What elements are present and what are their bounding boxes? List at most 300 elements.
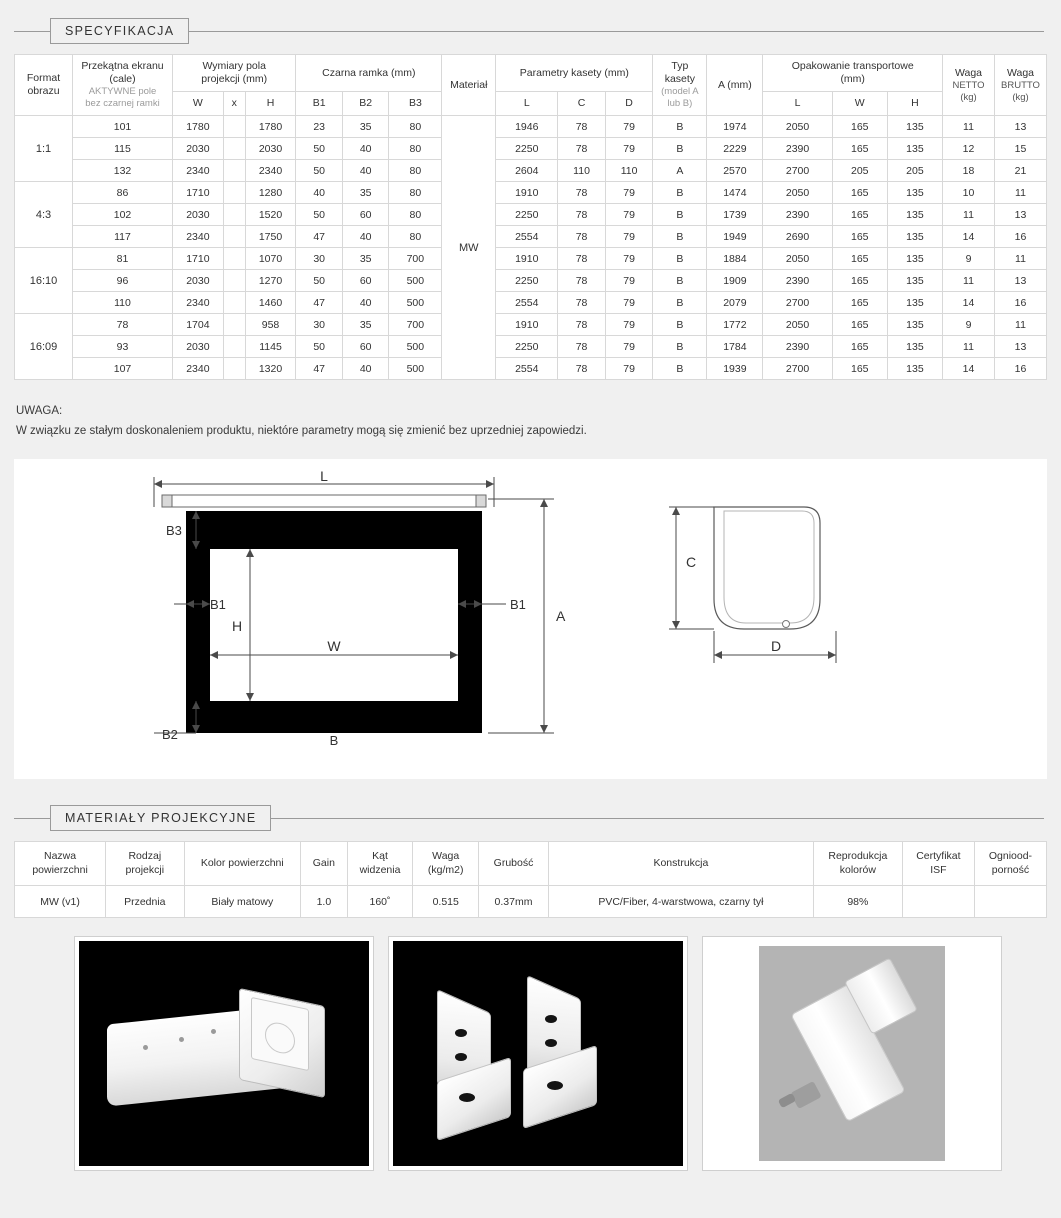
cell-pack-l: 2050	[763, 314, 832, 336]
table-row	[15, 248, 1047, 270]
cassette-outline	[714, 507, 820, 629]
cell-x	[223, 270, 245, 292]
cell-weight-gross: 15	[995, 138, 1047, 160]
cell-format: 16:09	[15, 314, 73, 380]
cell-b1: 50	[296, 138, 343, 160]
th-dims-x: x	[223, 92, 245, 116]
cell-pack-h: 205	[887, 160, 942, 182]
cell-b2: 35	[342, 314, 389, 336]
cell-pack-l: 2690	[763, 226, 832, 248]
materials-th-5: Waga (kg/m2)	[413, 842, 479, 886]
cell-x	[223, 160, 245, 182]
cell-b1: 50	[296, 204, 343, 226]
cell-pack-w: 165	[832, 358, 887, 380]
cell-x	[223, 226, 245, 248]
cell-x	[223, 336, 245, 358]
cell-x	[223, 314, 245, 336]
cell-x	[223, 138, 245, 160]
cell-pack-h: 135	[887, 248, 942, 270]
cell-b1: 47	[296, 226, 343, 248]
spec-table-panel	[14, 54, 1047, 380]
materials-cell-4: 160˚	[347, 886, 413, 918]
materials-th-0: Nazwa powierzchni	[15, 842, 106, 886]
cell-x	[223, 204, 245, 226]
cell-b1: 40	[296, 182, 343, 204]
cell-diagonal: 101	[73, 116, 173, 138]
cell-case-c: 78	[558, 138, 606, 160]
cell-b1: 47	[296, 358, 343, 380]
table-row	[15, 336, 1047, 358]
cell-a: 2570	[707, 160, 763, 182]
table-row	[15, 292, 1047, 314]
materials-cell-1: Przednia	[106, 886, 184, 918]
table-row	[15, 270, 1047, 292]
th-case-type: Typ kasety (model A lub B)	[653, 55, 707, 116]
photo-casing	[74, 936, 374, 1171]
cell-case-l: 1910	[496, 248, 558, 270]
cell-width: 2340	[173, 358, 224, 380]
cell-diagonal: 132	[73, 160, 173, 182]
cell-case-d: 79	[605, 270, 653, 292]
photo-brackets-image	[393, 941, 683, 1166]
cell-x	[223, 292, 245, 314]
heading-rule-left	[14, 31, 50, 32]
th-material: Materiał	[442, 55, 496, 116]
diagram-panel	[14, 459, 1047, 779]
th-pack-l: L	[763, 92, 832, 116]
cell-pack-w: 165	[832, 116, 887, 138]
cell-b3: 500	[389, 358, 442, 380]
cell-b3: 500	[389, 270, 442, 292]
cell-case-type: B	[653, 116, 707, 138]
cell-pack-w: 165	[832, 314, 887, 336]
cell-pack-h: 135	[887, 270, 942, 292]
cell-case-type: B	[653, 314, 707, 336]
materials-cell-2: Biały matowy	[184, 886, 301, 918]
cell-case-l: 2554	[496, 358, 558, 380]
cell-pack-w: 165	[832, 336, 887, 358]
materials-heading-rule-left	[14, 818, 50, 819]
cell-a: 1939	[707, 358, 763, 380]
table-row	[15, 182, 1047, 204]
cell-b1: 30	[296, 314, 343, 336]
cell-pack-h: 135	[887, 358, 942, 380]
materials-heading-rule-right	[271, 818, 1044, 819]
cell-case-d: 110	[605, 160, 653, 182]
cell-pack-h: 135	[887, 204, 942, 226]
th-pack-w: W	[832, 92, 887, 116]
cell-height: 2340	[245, 160, 296, 182]
spec-table-head	[15, 55, 1047, 116]
cell-case-l: 1946	[496, 116, 558, 138]
cell-case-c: 78	[558, 292, 606, 314]
spec-section-label: SPECYFIKACJA	[50, 18, 189, 44]
cell-weight-gross: 11	[995, 248, 1047, 270]
cell-x	[223, 358, 245, 380]
cell-pack-w: 165	[832, 248, 887, 270]
cell-case-type: B	[653, 204, 707, 226]
cell-pack-l: 2390	[763, 204, 832, 226]
materials-th-3: Gain	[301, 842, 348, 886]
cell-height: 1520	[245, 204, 296, 226]
materials-cell-5: 0.515	[413, 886, 479, 918]
th-dims-w: W	[173, 92, 224, 116]
spec-table	[14, 54, 1047, 380]
cell-b1: 30	[296, 248, 343, 270]
cell-pack-h: 135	[887, 138, 942, 160]
cell-pack-h: 135	[887, 116, 942, 138]
cell-b1: 47	[296, 292, 343, 314]
label-C: C	[686, 554, 697, 571]
cell-case-l: 2250	[496, 336, 558, 358]
cell-case-c: 78	[558, 204, 606, 226]
cell-b2: 35	[342, 182, 389, 204]
materials-section-heading	[14, 805, 1044, 831]
cell-b3: 80	[389, 116, 442, 138]
cell-case-c: 78	[558, 270, 606, 292]
cassette-roller-dot	[783, 621, 790, 628]
cell-height: 1750	[245, 226, 296, 248]
cell-width: 2030	[173, 336, 224, 358]
cell-diagonal: 110	[73, 292, 173, 314]
cell-case-l: 2554	[496, 292, 558, 314]
roller-pin-shape	[778, 1093, 796, 1108]
cell-width: 1704	[173, 314, 224, 336]
cell-pack-w: 205	[832, 160, 887, 182]
cell-case-c: 78	[558, 358, 606, 380]
cell-case-type: B	[653, 182, 707, 204]
cell-b3: 80	[389, 226, 442, 248]
cell-diagonal: 102	[73, 204, 173, 226]
technical-drawing	[14, 459, 1047, 779]
cell-case-type: B	[653, 138, 707, 160]
cell-b3: 700	[389, 248, 442, 270]
cell-case-l: 1910	[496, 182, 558, 204]
table-row	[15, 886, 1047, 918]
cell-case-type: B	[653, 226, 707, 248]
cell-a: 2229	[707, 138, 763, 160]
cell-b2: 40	[342, 358, 389, 380]
label-D: D	[770, 638, 782, 655]
cell-pack-l: 2390	[763, 336, 832, 358]
cell-case-c: 78	[558, 182, 606, 204]
cell-a: 1739	[707, 204, 763, 226]
cell-weight-net: 14	[943, 292, 995, 314]
cell-pack-h: 135	[887, 336, 942, 358]
cell-b1: 50	[296, 336, 343, 358]
cell-weight-net: 10	[943, 182, 995, 204]
photo-roller-image	[707, 941, 997, 1166]
cell-weight-net: 11	[943, 116, 995, 138]
materials-cell-10	[974, 886, 1046, 918]
cell-pack-l: 2700	[763, 292, 832, 314]
materials-cell-8: 98%	[813, 886, 902, 918]
photo-brackets	[388, 936, 688, 1171]
table-row	[15, 116, 1047, 138]
cell-b2: 40	[342, 226, 389, 248]
cell-b2: 40	[342, 160, 389, 182]
cell-weight-gross: 13	[995, 204, 1047, 226]
cell-height: 1270	[245, 270, 296, 292]
cell-weight-net: 9	[943, 314, 995, 336]
table-row	[15, 160, 1047, 182]
spec-section-heading	[14, 18, 1044, 44]
materials-cell-6: 0.37mm	[479, 886, 549, 918]
cell-pack-l: 2700	[763, 160, 832, 182]
cell-a: 1884	[707, 248, 763, 270]
note-title: UWAGA:	[16, 405, 63, 418]
cell-weight-gross: 13	[995, 270, 1047, 292]
cell-b1: 50	[296, 160, 343, 182]
label-H: H	[231, 618, 243, 635]
cell-b1: 23	[296, 116, 343, 138]
cell-height: 958	[245, 314, 296, 336]
cell-b2: 35	[342, 248, 389, 270]
cell-case-c: 78	[558, 314, 606, 336]
th-frame-b3: B3	[389, 92, 442, 116]
cell-case-d: 79	[605, 116, 653, 138]
cell-height: 1280	[245, 182, 296, 204]
th-a-mm: A (mm)	[707, 55, 763, 116]
cell-diagonal: 81	[73, 248, 173, 270]
th-case-params: Parametry kasety (mm)	[496, 55, 653, 92]
cell-pack-h: 135	[887, 226, 942, 248]
cell-case-c: 78	[558, 336, 606, 358]
materials-th-4: Kąt widzenia	[347, 842, 413, 886]
table-row	[15, 314, 1047, 336]
cell-case-d: 79	[605, 336, 653, 358]
cell-width: 2340	[173, 160, 224, 182]
cell-diagonal: 93	[73, 336, 173, 358]
cell-case-d: 79	[605, 204, 653, 226]
cell-weight-gross: 13	[995, 116, 1047, 138]
label-B3: B3	[166, 523, 182, 539]
cell-case-type: B	[653, 270, 707, 292]
cell-x	[223, 182, 245, 204]
cell-diagonal: 86	[73, 182, 173, 204]
cell-pack-l: 2390	[763, 270, 832, 292]
cell-case-l: 2250	[496, 270, 558, 292]
screen-active-area	[210, 549, 458, 701]
cell-weight-gross: 16	[995, 226, 1047, 248]
cell-case-d: 79	[605, 358, 653, 380]
th-case-l: L	[496, 92, 558, 116]
cell-width: 1780	[173, 116, 224, 138]
th-case-d: D	[605, 92, 653, 116]
cell-weight-net: 11	[943, 270, 995, 292]
cell-b3: 500	[389, 292, 442, 314]
cell-a: 2079	[707, 292, 763, 314]
cell-format: 16:10	[15, 248, 73, 314]
cell-height: 1145	[245, 336, 296, 358]
spec-header-row-1	[15, 55, 1047, 92]
roller-backdrop	[759, 946, 945, 1161]
cell-case-d: 79	[605, 226, 653, 248]
cell-width: 2030	[173, 138, 224, 160]
cell-pack-w: 165	[832, 292, 887, 314]
cell-diagonal: 115	[73, 138, 173, 160]
cell-b2: 40	[342, 138, 389, 160]
cell-pack-l: 2050	[763, 116, 832, 138]
cell-x	[223, 248, 245, 270]
th-weight-gross: Waga BRUTTO (kg)	[995, 55, 1047, 116]
note-text: W związku ze stałym doskonaleniem produktu, niektóre parametry mogą się zmienić bez uprzedniej zapowiedzi.	[16, 424, 587, 437]
cell-b1: 50	[296, 270, 343, 292]
th-weight-net: Waga NETTO (kg)	[943, 55, 995, 116]
cell-a: 1909	[707, 270, 763, 292]
label-B1-left: B1	[210, 597, 226, 613]
cell-case-d: 79	[605, 292, 653, 314]
photo-casing-image	[79, 941, 369, 1166]
cell-a: 1949	[707, 226, 763, 248]
cell-case-type: B	[653, 292, 707, 314]
cell-case-c: 110	[558, 160, 606, 182]
product-photo-row	[74, 936, 1061, 1171]
cell-weight-gross: 16	[995, 292, 1047, 314]
cell-pack-w: 165	[832, 226, 887, 248]
th-black-frame: Czarna ramka (mm)	[296, 55, 442, 92]
cell-case-l: 2250	[496, 138, 558, 160]
cell-case-type: B	[653, 358, 707, 380]
th-format: Format obrazu	[15, 55, 73, 116]
label-B2: B2	[162, 727, 178, 743]
materials-header-row	[15, 842, 1047, 886]
cell-weight-gross: 21	[995, 160, 1047, 182]
cell-pack-h: 135	[887, 292, 942, 314]
cell-b3: 700	[389, 314, 442, 336]
cell-case-type: A	[653, 160, 707, 182]
cell-pack-w: 165	[832, 270, 887, 292]
materials-th-2: Kolor powierzchni	[184, 842, 301, 886]
th-pack-h: H	[887, 92, 942, 116]
th-diagonal: Przekątna ekranu (cale) AKTYWNE pole bez czarnej ramki	[73, 55, 173, 116]
cell-case-c: 78	[558, 248, 606, 270]
cell-weight-gross: 11	[995, 182, 1047, 204]
cell-height: 1460	[245, 292, 296, 314]
cell-height: 1320	[245, 358, 296, 380]
cell-case-d: 79	[605, 138, 653, 160]
cell-width: 1710	[173, 248, 224, 270]
cell-case-d: 79	[605, 248, 653, 270]
spec-table-body	[15, 116, 1047, 380]
cell-b3: 80	[389, 138, 442, 160]
cell-b2: 60	[342, 270, 389, 292]
cell-b2: 40	[342, 292, 389, 314]
cell-width: 2030	[173, 204, 224, 226]
materials-table	[14, 841, 1047, 918]
materials-table-body	[15, 886, 1047, 918]
cell-width: 2340	[173, 226, 224, 248]
cell-weight-net: 11	[943, 336, 995, 358]
cell-case-d: 79	[605, 182, 653, 204]
label-B-bottom: B	[329, 733, 339, 749]
cell-pack-l: 2390	[763, 138, 832, 160]
cell-diagonal: 78	[73, 314, 173, 336]
cell-pack-w: 165	[832, 204, 887, 226]
cell-b2: 35	[342, 116, 389, 138]
cell-case-type: B	[653, 248, 707, 270]
materials-th-1: Rodzaj projekcji	[106, 842, 184, 886]
cell-b3: 500	[389, 336, 442, 358]
cell-case-l: 1910	[496, 314, 558, 336]
cell-pack-w: 165	[832, 138, 887, 160]
cell-weight-net: 14	[943, 358, 995, 380]
cell-a: 1474	[707, 182, 763, 204]
cell-case-l: 2604	[496, 160, 558, 182]
cell-a: 1974	[707, 116, 763, 138]
cell-material: MW	[442, 116, 496, 380]
materials-th-8: Reprodukcja kolorów	[813, 842, 902, 886]
cell-case-d: 79	[605, 314, 653, 336]
materials-cell-9	[902, 886, 974, 918]
cell-weight-net: 18	[943, 160, 995, 182]
cell-diagonal: 96	[73, 270, 173, 292]
cell-weight-gross: 11	[995, 314, 1047, 336]
cell-case-type: B	[653, 336, 707, 358]
cell-diagonal: 107	[73, 358, 173, 380]
cell-x	[223, 116, 245, 138]
th-case-c: C	[558, 92, 606, 116]
materials-section-label: MATERIAŁY PROJEKCYJNE	[50, 805, 271, 831]
cell-pack-h: 135	[887, 182, 942, 204]
label-B1-right: B1	[510, 597, 526, 613]
case-bar	[162, 495, 486, 507]
th-packaging: Opakowanie transportowe (mm)	[763, 55, 943, 92]
photo-roller	[702, 936, 1002, 1171]
cell-b2: 60	[342, 336, 389, 358]
table-row	[15, 358, 1047, 380]
cell-width: 2340	[173, 292, 224, 314]
cell-width: 2030	[173, 270, 224, 292]
cell-pack-h: 135	[887, 314, 942, 336]
materials-table-head	[15, 842, 1047, 886]
label-W: W	[327, 638, 341, 655]
note-block	[16, 402, 1061, 441]
cell-b3: 80	[389, 204, 442, 226]
cell-format: 1:1	[15, 116, 73, 182]
heading-rule-right	[189, 31, 1044, 32]
cell-a: 1784	[707, 336, 763, 358]
cell-pack-l: 2050	[763, 182, 832, 204]
materials-th-9: Certyfikat ISF	[902, 842, 974, 886]
cell-weight-net: 14	[943, 226, 995, 248]
cell-height: 1780	[245, 116, 296, 138]
cell-a: 1772	[707, 314, 763, 336]
label-L: L	[320, 468, 328, 485]
cell-weight-net: 12	[943, 138, 995, 160]
th-frame-b1: B1	[296, 92, 343, 116]
cell-height: 2030	[245, 138, 296, 160]
cell-diagonal: 117	[73, 226, 173, 248]
table-row	[15, 204, 1047, 226]
cell-pack-l: 2700	[763, 358, 832, 380]
cell-weight-net: 11	[943, 204, 995, 226]
materials-cell-0: MW (v1)	[15, 886, 106, 918]
materials-cell-3: 1.0	[301, 886, 348, 918]
materials-cell-7: PVC/Fiber, 4-warstwowa, czarny tył	[548, 886, 813, 918]
dim-A	[488, 499, 554, 733]
cell-case-l: 2250	[496, 204, 558, 226]
cell-case-l: 2554	[496, 226, 558, 248]
cell-weight-gross: 13	[995, 336, 1047, 358]
th-dims-h: H	[245, 92, 296, 116]
materials-th-7: Konstrukcja	[548, 842, 813, 886]
label-A: A	[556, 608, 566, 625]
th-projection-dims: Wymiary pola projekcji (mm)	[173, 55, 296, 92]
cell-weight-net: 9	[943, 248, 995, 270]
materials-th-6: Grubość	[479, 842, 549, 886]
cell-height: 1070	[245, 248, 296, 270]
